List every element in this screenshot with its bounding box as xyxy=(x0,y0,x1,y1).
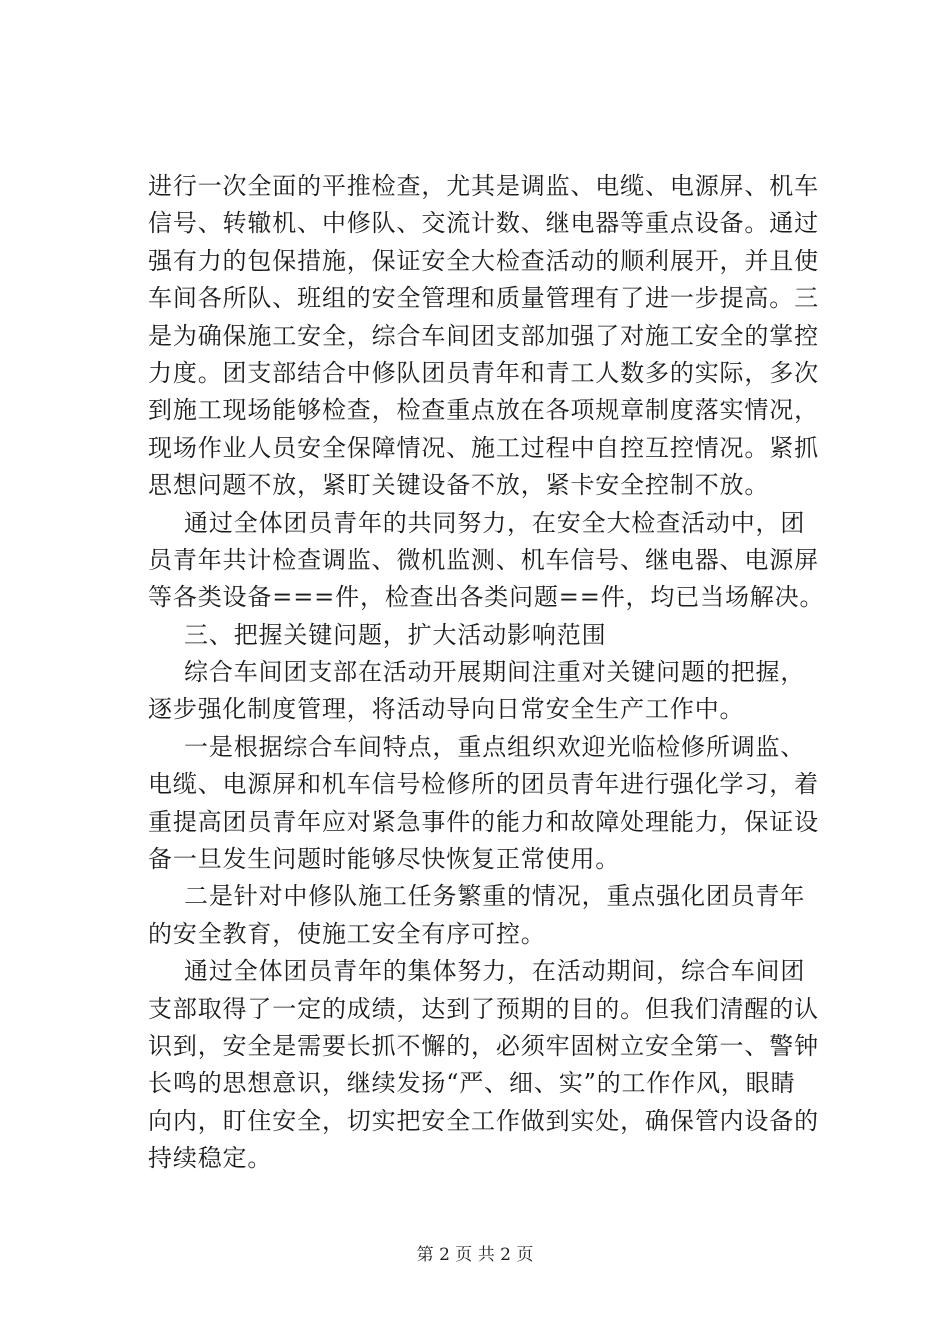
text-line: 等各类设备===件，检查出各类问题==件，均已当场解决。 xyxy=(148,583,825,612)
text-line: 支部取得了一定的成绩，达到了预期的目的。但我们清醒的认 xyxy=(148,994,819,1023)
text-line: 员青年共计检查调监、微机监测、机车信号、继电器、电源屏 xyxy=(148,545,819,574)
paragraph-start-line: 通过全体团员青年的共同努力，在安全大检查活动中，团 xyxy=(184,508,806,537)
text-line: 车间各所队、班组的安全管理和质量管理有了进一步提高。三 xyxy=(148,284,819,313)
text-line: 备一旦发生问题时能够尽快恢复正常使用。 xyxy=(148,845,621,874)
text-line: 逐步强化制度管理，将活动导向日常安全生产工作中。 xyxy=(148,695,745,724)
text-line: 识到，安全是需要长抓不懈的，必须牢固树立安全第一、警钟 xyxy=(148,1031,819,1060)
text-line: 持续稳定。 xyxy=(148,1144,273,1173)
section-heading: 三、把握关键问题，扩大活动影响范围 xyxy=(184,620,607,649)
text-line: 到施工现场能够检查，检查重点放在各项规章制度落实情况， xyxy=(148,396,819,425)
text-line: 现场作业人员安全保障情况、施工过程中自控互控情况。紧抓 xyxy=(148,433,819,462)
text-line: 是为确保施工安全，综合车间团支部加强了对施工安全的掌控 xyxy=(148,321,819,350)
text-line: 进行一次全面的平推检查，尤其是调监、电缆、电源屏、机车 xyxy=(148,172,819,200)
paragraph-start-line: 一是根据综合车间特点，重点组织欢迎光临检修所调监、 xyxy=(184,732,806,761)
paragraph-start-line: 二是针对中修队施工任务繁重的情况，重点强化团员青年 xyxy=(184,882,806,911)
text-line: 的安全教育，使施工安全有序可控。 xyxy=(148,919,546,948)
text-line: 向内，盯住安全，切实把安全工作做到实处，确保管内设备的 xyxy=(148,1106,819,1135)
text-line: 重提高团员青年应对紧急事件的能力和故障处理能力，保证设 xyxy=(148,807,819,836)
paragraph-start-line: 通过全体团员青年的集体努力，在活动期间，综合车间团 xyxy=(184,957,806,986)
text-line: 电缆、电源屏和机车信号检修所的团员青年进行强化学习，着 xyxy=(148,770,819,799)
text-line: 信号、转辙机、中修队、交流计数、继电器等重点设备。通过 xyxy=(148,209,819,238)
page-number-footer: 第 2 页 共 2 页 xyxy=(416,1245,534,1265)
text-line: 强有力的包保措施，保证安全大检查活动的顺利展开，并且使 xyxy=(148,246,819,275)
document-body xyxy=(148,168,825,1178)
paragraph-start-line: 综合车间团支部在活动开展期间注重对关键问题的把握， xyxy=(184,658,806,687)
text-line: 长鸣的思想意识，继续发扬“严、细、实”的工作作风，眼睛 xyxy=(148,1069,796,1098)
text-line: 力度。团支部结合中修队团员青年和青工人数多的实际，多次 xyxy=(148,358,819,387)
text-line: 思想问题不放，紧盯关键设备不放，紧卡安全控制不放。 xyxy=(148,471,770,500)
